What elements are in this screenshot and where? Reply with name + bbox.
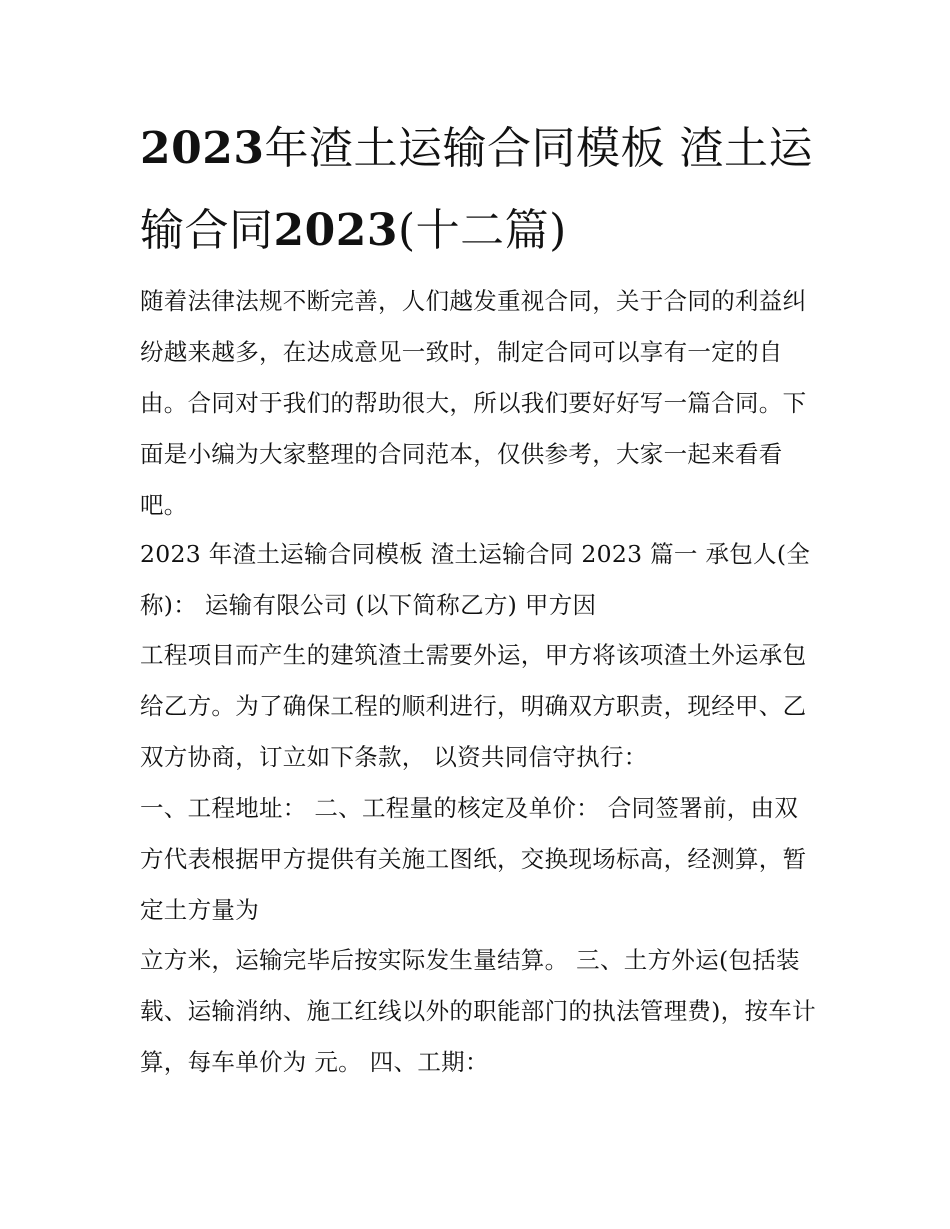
contract-transport-paragraph: 立方米，运输完毕后按实际发生量结算。 三、土方外运(包括装载、运输消纳、施工红线以外的职能部门的执法管理费)，按车计算，每车单价为 元。 四、工期： [140,946,816,1076]
contract-clauses-paragraph: 一、工程地址： 二、工程量的核定及单价： 合同签署前，由双方代表根据甲方提供有关施工图纸，交换现场标高，经测算，暂定土方量为 [140,794,807,924]
title-year-2: 2023 [273,205,398,256]
title-year: 2023 [140,123,265,174]
contract-parties-paragraph: 2023 年渣土运输合同模板 渣土运输合同 2023 篇一 承包人(全称)： 运输有限公司 (以下简称乙方) 甲方因 [140,540,811,619]
title-text: 年渣土运输合同模板 渣土运输合同 [140,123,813,256]
contract-purpose-paragraph: 工程项目而产生的建筑渣土需要外运，甲方将该项渣土外运承包给乙方。为了确保工程的顺利进行，明确双方职责，现经甲、乙双方协商，订立如下条款， 以资共同信守执行： [140,641,807,771]
title-suffix: (十二篇) [397,205,567,256]
document-title [140,108,830,272]
intro-paragraph: 随着法律法规不断完善，人们越发重视合同，关于合同的利益纠纷越来越多，在达成意见一致时，制定合同可以享有一定的自由。合同对于我们的帮助很大，所以我们要好好写一篇合同。下面是小编为大家整理的合同范本，仅供参考，大家一起来看看吧。 [140,287,807,519]
